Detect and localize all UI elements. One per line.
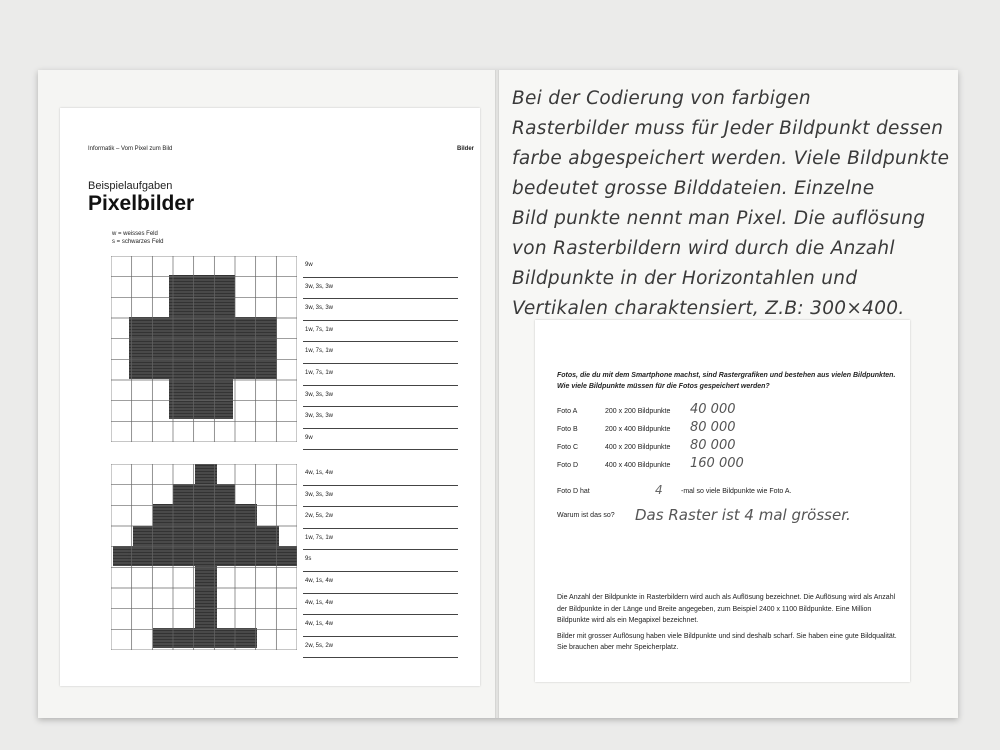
handwriting-line: bedeutet grosse Bilddateien. Einzelne [512, 178, 875, 199]
encoding-row-label: 4w, 1s, 4w [305, 470, 334, 476]
handwriting-line: Rasterbilder muss für Jeder Bildpunkt dessen [512, 118, 944, 139]
encoding-row [303, 572, 458, 594]
encoding-row [303, 615, 458, 637]
worksheet-header-right: Bilder [456, 146, 474, 152]
encoding-row-label: 1w, 7s, 1w [305, 369, 334, 376]
encoding-row [303, 637, 458, 659]
photo-answer: 80 000 [690, 420, 736, 435]
photo-label: Foto B [557, 426, 578, 433]
worksheet-intro: Fotos, die du mit dem Smartphone machst, sind Rastergrafiken und bestehen aus vielen Bildpunkten. Wie viele Bildpunkte müssen für die Fotos gespeichert werden? [557, 372, 896, 390]
encoding-row-label: 9w [305, 262, 313, 268]
question-answer: 4 [655, 483, 663, 497]
pixel-grid-cross [111, 256, 297, 442]
question-why [557, 506, 907, 524]
encoding-row-label: 3w, 3s, 3w [305, 413, 334, 420]
handwriting-line: von Rasterbildern wird durch die Anzahl [512, 238, 895, 259]
encoding-row [303, 321, 458, 343]
photo-answer: 160 000 [690, 456, 744, 471]
encoding-row [303, 299, 458, 321]
photo-label: Foto C [557, 444, 579, 451]
photo-row-b [557, 422, 897, 438]
grid2-encoding-rows [303, 464, 458, 658]
encoding-row-label: 3w, 3s, 3w [305, 305, 334, 312]
encoding-row-label: 1w, 7s, 1w [305, 534, 334, 541]
photo-dimensions: 200 x 200 Bildpunkte [605, 408, 671, 415]
handwriting-line: Bildpunkte in der Horizontahlen und [512, 268, 858, 289]
resolution-info-text [557, 592, 897, 658]
handwriting-line: farbe abgespeichert werden. Viele Bildpunkte [512, 148, 950, 169]
legend-white: w = weisses Feld [112, 231, 158, 237]
encoding-row [303, 550, 458, 572]
encoding-row-label: 3w, 3s, 3w [305, 283, 334, 290]
photo-label: Foto D [557, 462, 579, 469]
photo-row-c [557, 440, 897, 456]
question-multiplier [557, 483, 897, 497]
encoding-row-label: 1w, 7s, 1w [305, 326, 334, 333]
pixelbilder-worksheet [60, 108, 480, 686]
encoding-row-label: 9s [305, 556, 312, 563]
question-suffix: -mal so viele Bildpunkte wie Foto A. [681, 488, 792, 495]
worksheet-title: Pixelbilder [88, 192, 195, 215]
legend-black: s = schwarzes Feld [112, 239, 164, 245]
photo-row-d [557, 458, 897, 474]
encoding-row-label: 4w, 1s, 4w [305, 599, 334, 606]
encoding-row [303, 278, 458, 300]
notebook-spine [495, 70, 499, 718]
encoding-row-label: 3w, 3s, 3w [305, 491, 334, 498]
encoding-row-label: 3w, 3s, 3w [305, 391, 334, 398]
question-prefix: Foto D hat [557, 488, 590, 495]
encoding-row-label: 4w, 1s, 4w [305, 621, 334, 628]
encoding-row-label: 4w, 1s, 4w [305, 577, 334, 584]
info-paragraph: Die Anzahl der Bildpunkte in Rasterbildern wird auch als Auflösung bezeichnet. Die Auflösung wird als Anzahl der Bildpunkte in der Länge und Breite angegeben, zum Beispiel 2400 x 1100 Bildpunkte. Eine Million Bildpunkte wird als ein Megapixel bezeichnet. [557, 594, 896, 624]
encoding-row [303, 364, 458, 386]
handwriting-line: Vertikalen charaktensiert, Z.B: 300×400. [512, 298, 905, 319]
encoding-row [303, 464, 458, 486]
encoding-row-label: 1w, 7s, 1w [305, 348, 334, 355]
handwriting-line: Bild punkte nennt man Pixel. Die auflösung [512, 208, 926, 229]
encoding-row [303, 342, 458, 364]
resolution-worksheet [535, 320, 910, 682]
pixel-grid-tree [111, 464, 297, 650]
photo-dimensions: 400 x 400 Bildpunkte [605, 462, 671, 469]
handwritten-notes [512, 84, 952, 324]
photo-row-a [557, 404, 897, 420]
encoding-row [303, 386, 458, 408]
photo-answer: 80 000 [690, 438, 736, 453]
question-answer: Das Raster ist 4 mal grösser. [635, 506, 851, 524]
encoding-row [303, 256, 458, 278]
encoding-row [303, 507, 458, 529]
worksheet-header-left: Informatik – Vom Pixel zum Bild [88, 146, 173, 152]
encoding-row [303, 407, 458, 429]
encoding-row-label: 2w, 5s, 2w [305, 513, 334, 520]
photo-dimensions: 200 x 400 Bildpunkte [605, 426, 671, 433]
info-paragraph: Bilder mit grosser Auflösung haben viele Bildpunkte und sind deshalb scharf. Sie haben eine gute Bildqualität. Sie brauchen aber mehr Speicherplatz. [557, 632, 897, 651]
encoding-row [303, 594, 458, 616]
encoding-row-label: 9w [305, 434, 313, 441]
photo-dimensions: 400 x 200 Bildpunkte [605, 444, 671, 451]
encoding-row [303, 486, 458, 508]
grid1-encoding-rows [303, 256, 458, 450]
photo-label: Foto A [557, 408, 578, 415]
worksheet-subtitle: Beispielaufgaben [88, 180, 173, 192]
question-prefix: Warum ist das so? [557, 512, 615, 519]
photo-answer: 40 000 [690, 402, 736, 417]
encoding-row-label: 2w, 5s, 2w [305, 642, 334, 649]
encoding-row [303, 429, 458, 451]
handwriting-line: Bei der Codierung von farbigen [512, 88, 811, 109]
encoding-row [303, 529, 458, 551]
